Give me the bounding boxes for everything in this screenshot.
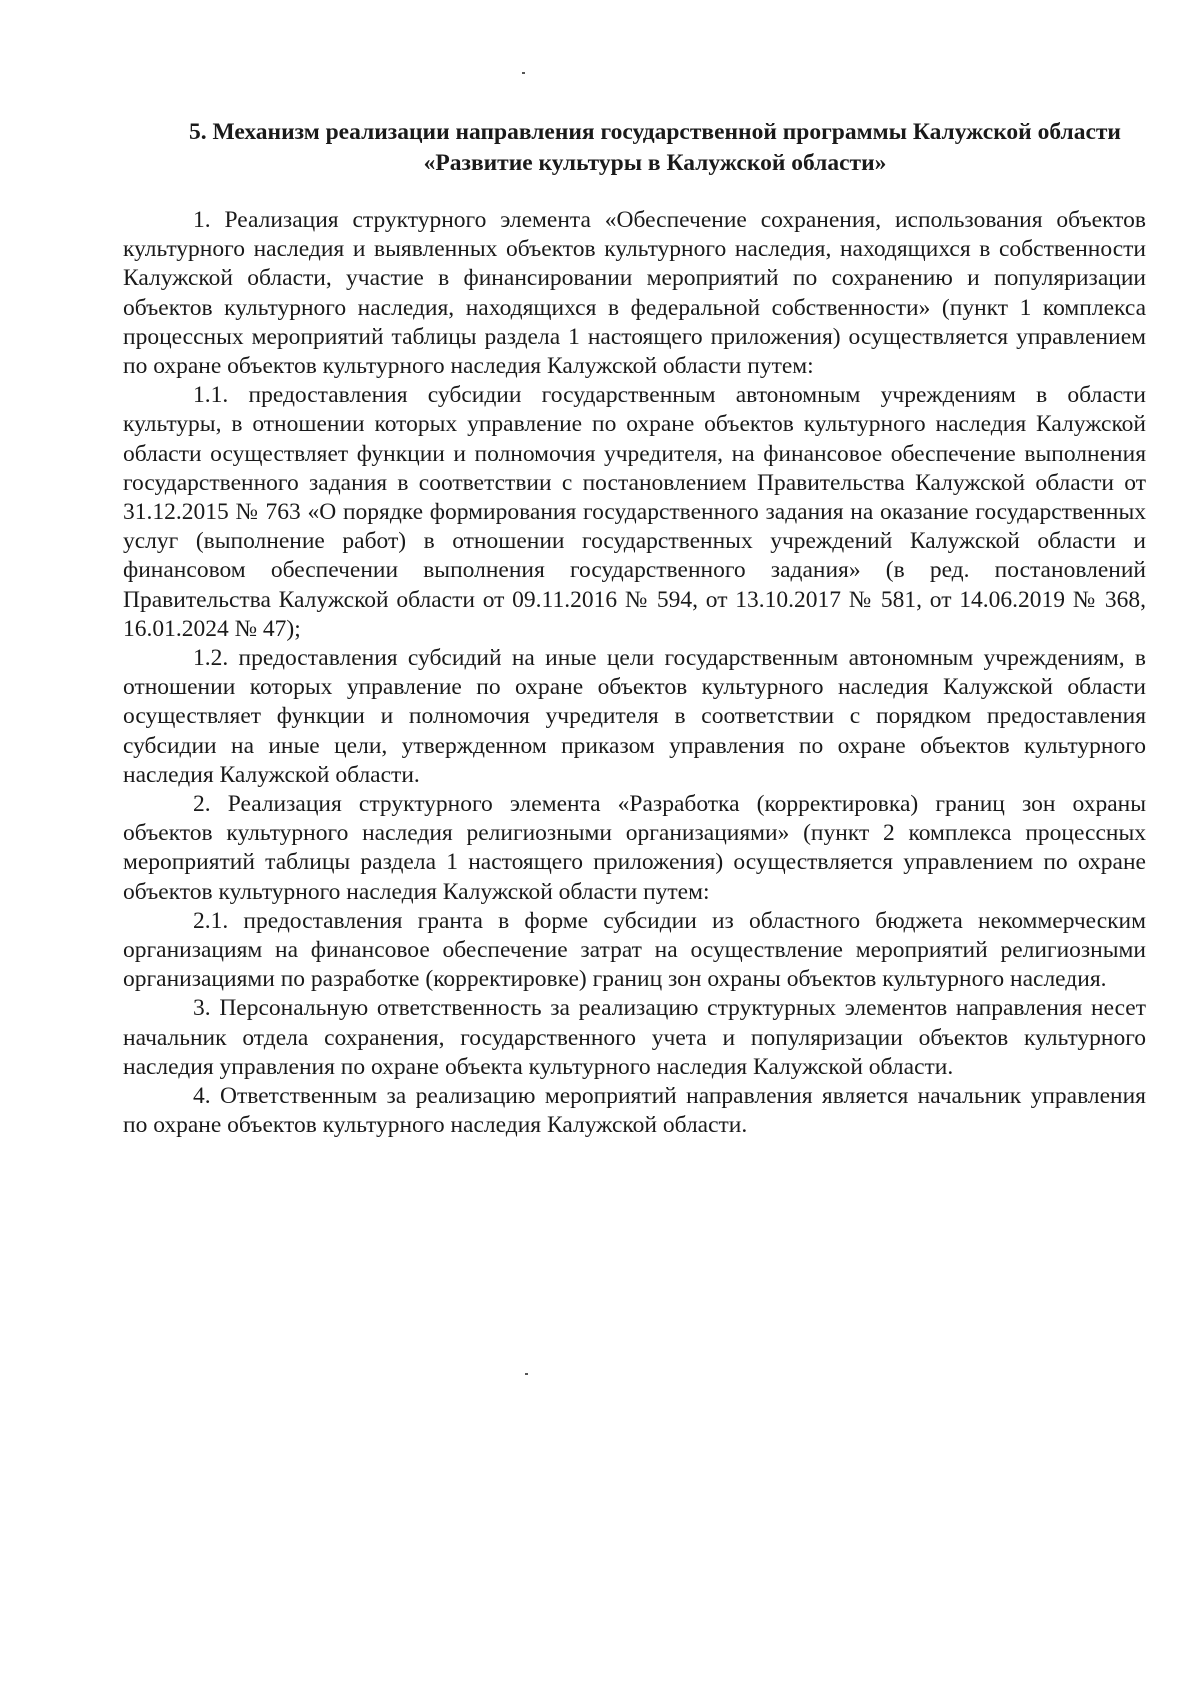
paragraph-2-1: 2.1. предоставления гранта в форме субсидии из областного бюджета некоммерческим организациям на финансовое обеспечение затрат на осуществление мероприятий религиозными организациями по разработке (корректировке) границ зон охраны объектов культурного наследия.: [123, 907, 1146, 993]
scan-speck-top: [522, 72, 525, 74]
paragraph-2: 2. Реализация структурного элемента «Разработка (корректировка) границ зон охраны объектов культурного наследия религиозными организациями» (пункт 2 комплекса процессных мероприятий таблицы раздела 1 настоящего приложения) осуществляется управлением по охране объектов культурного наследия Калужской области путем:: [123, 791, 1146, 905]
section-title: 5. Механизм реализации направления государственной программы Калужской области «Развитие культуры в Калужской области»: [189, 119, 1121, 176]
paragraph-1-1: 1.1. предоставления субсидии государственным автономным учреждениям в области культуры, в отношении которых управление по охране объектов культурного наследия Калужской области осуществляет функции и полномочия учредителя, на финансовое обеспечение выполнения государственного задания в соответствии с постановлением Правительства Калужской области от 31.12.2015 № 763 «О порядке формирования государственного задания на оказание государственных услуг (выполнение работ) в отношении государственных учреждений Калужской области и финансовом обеспечении выполнения государственного задания» (в ред. постановлений Правительства Калужской области от 09.11.2016 № 594, от 13.10.2017 № 581, от 14.06.2019 № 368, 16.01.2024 № 47);: [123, 382, 1146, 642]
document-body: [123, 206, 1146, 1141]
paragraph-1-2: 1.2. предоставления субсидий на иные цели государственным автономным учреждениям, в отношении которых управление по охране объектов культурного наследия Калужской области осуществляет функции и полномочия учредителя в соответствии с порядком предоставления субсидии на иные цели, утвержденном приказом управления по охране объектов культурного наследия Калужской области.: [123, 645, 1146, 788]
paragraph-4: 4. Ответственным за реализацию мероприятий направления является начальник управления по охране объектов культурного наследия Калужской области.: [123, 1083, 1146, 1139]
paragraph-3: 3. Персональную ответственность за реализацию структурных элементов направления несет начальник отдела сохранения, государственного учета и популяризации объектов культурного наследия управления по охране объекта культурного наследия Калужской области.: [123, 995, 1146, 1080]
scan-speck-bottom: [525, 1373, 528, 1375]
paragraph-1: 1. Реализация структурного элемента «Обеспечение сохранения, использования объектов культурного наследия и выявленных объектов культурного наследия, находящихся в собственности Калужской области, участие в финансировании мероприятий по сохранению и популяризации объектов культурного наследия, находящихся в федеральной собственности» (пункт 1 комплекса процессных мероприятий таблицы раздела 1 настоящего приложения) осуществляется управлением по охране объектов культурного наследия Калужской области путем:: [123, 207, 1146, 380]
